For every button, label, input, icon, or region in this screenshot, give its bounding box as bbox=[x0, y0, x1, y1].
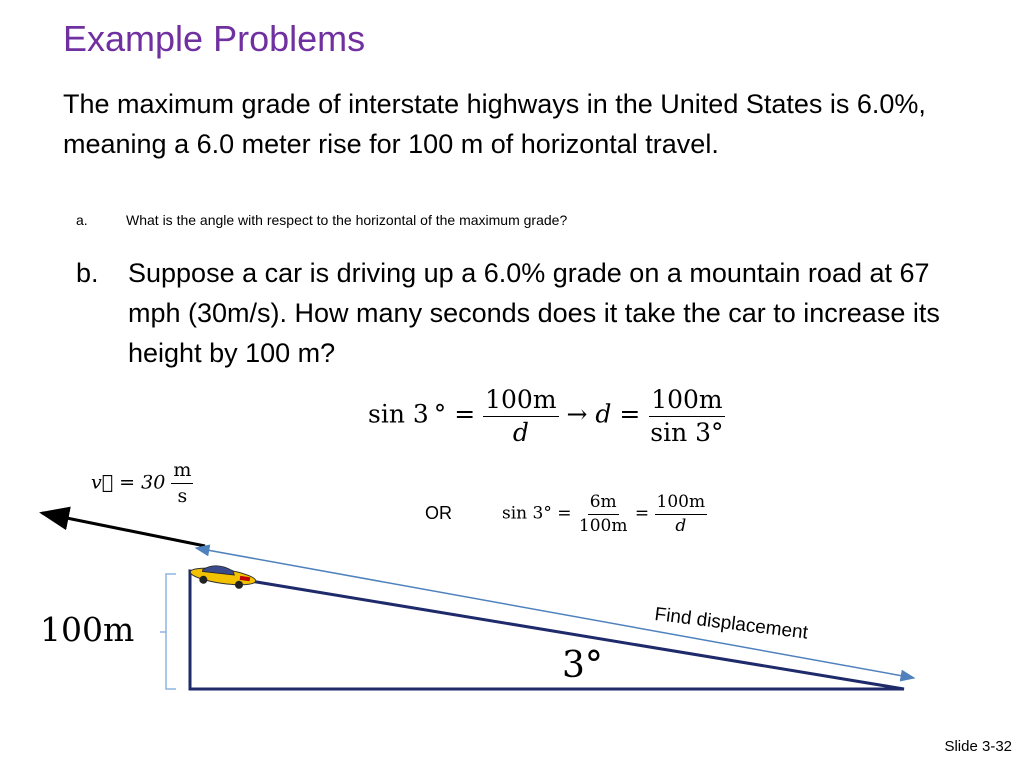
list-item-text: Suppose a car is driving up a 6.0% grade on a mountain road at 67 mph (30m/s). How many seconds does it take the car to increase its height by 100 m? bbox=[128, 258, 940, 368]
fraction-numerator: 6m bbox=[588, 493, 619, 515]
fraction-denominator: d bbox=[512, 417, 529, 447]
list-item-label: b. bbox=[76, 258, 99, 288]
unit-numerator: m bbox=[171, 460, 193, 484]
angle-label: 3° bbox=[562, 645, 603, 686]
car-icon bbox=[189, 562, 257, 591]
list-item-text: What is the angle with respect to the horizontal of the maximum grade? bbox=[126, 212, 568, 228]
slide-title: Example Problems bbox=[63, 18, 366, 59]
fraction-numerator: 100m bbox=[655, 493, 708, 515]
displacement-arrow bbox=[196, 548, 914, 678]
equals-symbol: = bbox=[634, 503, 650, 524]
problem-intro: The maximum grade of interstate highways in the United States is 6.0%, meaning a 6.0 meter rise for 100 m of horizontal travel. bbox=[63, 89, 926, 159]
velocity-lhs: v⃗ = 30 bbox=[91, 471, 166, 494]
fraction-denominator: d bbox=[675, 515, 687, 536]
equation-lhs: sin 3° = bbox=[502, 503, 572, 524]
equation-lhs: sin 3 ° = bbox=[368, 399, 476, 429]
fraction-denominator: 100m bbox=[578, 515, 628, 536]
arrow-symbol: → bbox=[566, 399, 588, 429]
displacement-label: Find displacement bbox=[653, 604, 810, 644]
fraction-numerator: 100m bbox=[483, 386, 558, 417]
unit-denominator: s bbox=[177, 484, 188, 507]
fraction-denominator: sin 3° bbox=[650, 417, 724, 447]
d-equals: d = bbox=[595, 399, 641, 429]
height-bracket bbox=[166, 574, 176, 689]
slide-number: Slide 3-32 bbox=[944, 738, 1012, 755]
list-item-label: a. bbox=[76, 212, 88, 228]
velocity-arrow bbox=[42, 513, 205, 546]
or-label: OR bbox=[425, 503, 452, 523]
height-label: 100m bbox=[40, 610, 135, 649]
fraction-numerator: 100m bbox=[649, 386, 724, 417]
